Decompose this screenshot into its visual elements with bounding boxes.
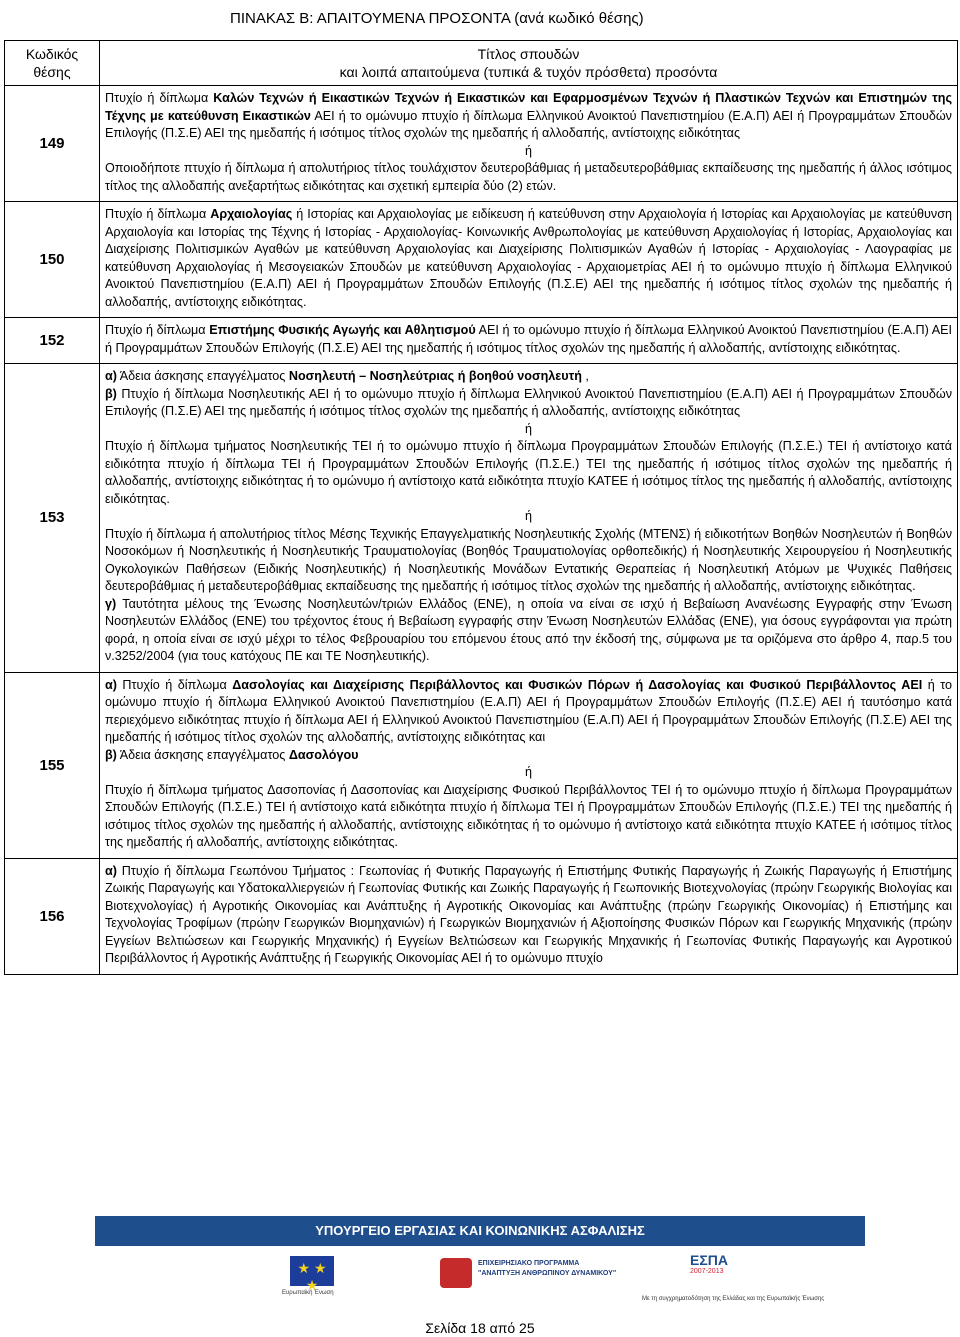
ep-line1: ΕΠΙΧΕΙΡΗΣΙΑΚΟ ΠΡΟΓΡΑΜΜΑ: [478, 1260, 580, 1267]
header-code: [5, 41, 100, 86]
page-number: Σελίδα 18 από 25: [425, 1320, 535, 1336]
ep-logo: [440, 1258, 660, 1288]
espa-years: 2007-2013: [690, 1268, 724, 1275]
qualification-paragraph: Πτυχίο ή δίπλωμα τμήματος Νοσηλευτικής ΤΕΙ ή το ομώνυμο πτυχίο ή δίπλωμα Προγραμμάτων Σπουδών Επιλογής (Π.Σ.Ε.) ΤΕΙ ή αντίστοιχο κατά ειδικότητα πτυχίο ή δίπλωμα ΤΕΙ ή Προγραμμάτων Σπουδών Επιλογής (Π.Σ.Ε.) ΤΕΙ της ημεδαπής ή ισότιμος τίτλος σχολών της ημεδαπής ή αλλοδαπής, αντίστοιχης ειδικότητας ή το ομώνυμο ή αντίστοιχο κατά ειδικότητα πτυχίο ΚΑΤΕΕ ή ισότιμος τίτλος της ημεδαπής ή αλλοδαπής, αντίστοιχης ειδικότητας.: [105, 439, 952, 506]
eu-flag-icon: ★ ★ ★: [290, 1256, 334, 1286]
position-code: 152: [5, 318, 100, 364]
table-row: [5, 672, 958, 858]
qualification-paragraph: β) Πτυχίο ή δίπλωμα Νοσηλευτικής ΑΕΙ ή το ομώνυμο πτυχίο ή δίπλωμα Ελληνικού Ανοικτού Πανεπιστημίου (Ε.Α.Π) ΑΕΙ ή Προγραμμάτων Σπουδών Επιλογής (Π.Σ.Ε) ΑΕΙ της ημεδαπής ή ισότιμος τίτλος σχολών της ημεδαπής ή αλλοδαπής, αντίστοιχης ειδικότητας: [105, 386, 952, 418]
table-row: [5, 202, 958, 318]
qualifications-table: [4, 40, 958, 975]
qualification-text: [100, 318, 958, 364]
qualification-text: [100, 202, 958, 318]
ep-logo-icon: [440, 1258, 472, 1288]
qualification-paragraph: α) Άδεια άσκησης επαγγέλματος Νοσηλευτή – Νοσηλεύτριας ή βοηθού νοσηλευτή ,: [105, 369, 589, 383]
espa-word: ΕΣΠΑ: [690, 1252, 728, 1268]
qualification-paragraph: Οποιοδήποτε πτυχίο ή δίπλωμα ή απολυτήριος τίτλος τουλάχιστον δευτεροβάθμιας ή μεταδευτεροβάθμιας εκπαίδευσης της ημεδαπής ή άλλος ισότιμος τίτλος της αλλοδαπής ανεξαρτήτως ειδικότητας και σχετική εμπειρία δύο (2) ετών.: [105, 161, 952, 193]
table-row: [5, 86, 958, 202]
position-code: 156: [5, 858, 100, 974]
table-row: [5, 318, 958, 364]
or-separator: ή: [524, 143, 532, 158]
qualification-paragraph: Πτυχίο ή δίπλωμα ή απολυτήριος τίτλος Μέσης Τεχνικής Επαγγελματικής Νοσηλευτικής Σχολής (ΜΤΕΝΣ) ή ειδικοτήτων Βοηθών Νοσηλευτών ή Βοηθών Νοσοκόμων ή Νοσηλευτικής ή Νοσηλευτικής Τραυματιολογίας (Βοηθός Τραυματιολογίας ορθοπεδικής) ή Νοσηλευτικής Χειρουργείου ή Νοσηλευτικής Ογκολογικών Παθήσεων (Ειδικής Νοσηλευτικής) ή Νοσηλευτικής Μονάδων Εντατικής Θεραπείας ή Νοσηλευτική Ατόμων με Ψυχικές Παθήσεις δευτεροβάθμιας ή μεταδευτεροβάθμιας εκπαίδευσης της ημεδαπής ή ισότιμος τίτλος σχολών της ημεδαπής ή αλλοδαπής, αντίστοιχης ειδικότητας.: [105, 526, 952, 593]
table-row: [5, 364, 958, 673]
position-code: 155: [5, 672, 100, 858]
page-title-row: [0, 10, 960, 32]
qualification-text: [100, 672, 958, 858]
page-title: ΠΙΝΑΚΑΣ Β: ΑΠΑΙΤΟΥΜΕΝΑ ΠΡΟΣΟΝΤΑ (ανά κωδικό θέσης): [230, 10, 644, 27]
qualification-paragraph: Πτυχίο ή δίπλωμα Αρχαιολογίας ή Ιστορίας και Αρχαιολογίας με ειδίκευση ή κατεύθυνση στην Αρχαιολογία ή Ιστορίας και Αρχαιολογίας με κατεύθυνση Αρχαιολογία και Ιστορίας της Τέχνης ή Ιστορίας - Αρχαιολογίας- Κοινωνικής Ανθρωπολογίας με κατεύθυνση Αρχαιολογίας ή Ιστορίας, Αρχαιολογίας και Διαχείρισης Πολιτισμικών Αγαθών με κατεύθυνση Αρχαιολογίας και Διαχείρισης Πολιτισμικών Αγαθών ή Ιστορίας - Αρχαιολογίας - Λαογραφίας με κατεύθυνση Αρχαιολογίας ή Μεσογειακών Σπουδών με κατεύθυνση Αρχαιολογίας - Αρχαιομετρίας ΑΕΙ ή το ομώνυμο πτυχίο ή δίπλωμα Ελληνικού Ανοικτού Πανεπιστημίου (Ε.Α.Π) ΑΕΙ ή Προγραμμάτων Σπουδών Επιλογής (Π.Σ.Ε) ΑΕΙ της ημεδαπής ή ισότιμος τίτλος σχολών της ημεδαπής ή αλλοδαπής, αντίστοιχης ειδικότητας.: [105, 207, 953, 309]
qualification-paragraph: β) Άδεια άσκησης επαγγέλματος Δασολόγου: [105, 747, 359, 762]
header-code-line2: θέσης: [33, 64, 71, 80]
header-title: [100, 41, 958, 86]
or-separator: ή: [524, 765, 532, 779]
qualification-text: [100, 858, 958, 974]
espa-logo: [690, 1252, 760, 1292]
table-row: [5, 858, 958, 974]
qualification-paragraph: α) Πτυχίο ή δίπλωμα Γεωπόνου Τμήματος : Γεωπονίας ή Φυτικής Παραγωγής ή Επιστήμης Φυτικής Παραγωγής ή Ζωικής Παραγωγής ή Επιστήμης Ζωικής Παραγωγής και Υδατοκαλλιεργειών ή Γεωπονίας Φυτικής και Ζωικής Παραγωγής ή Γεωπονικής Βιοτεχνολογίας (πρώην Γεωργικής Βιολογίας και Βιοτεχνολογίας) ή Αγροτικής Οικονομίας και Ανάπτυξης ή Αγροτικής Οικονομίας και Ανάπτυξης (πρώην Γεωργικής Οικονομίας) ή Επιστήμης και Τεχνολογίας Τροφίμων (πρώην Γεωργικών Βιομηχανιών) ή Γεωργικών Βιομηχανιών ή Αξιοποίησης Φυσικών Πόρων και Γεωργικής Μηχανικής (πρώην Εγγείων Βελτιώσεων και Γεωργικής Μηχανικής) ή Εγγείων Βελτιώσεων και Γεωργικής Μηχανικής ή Γεωπονίας Φυτικής Παραγωγής και Αγροτικού Περιβάλλοντος ή Αγροτικής Ανάπτυξης ή Γεωργικής Οικονομίας ΑΕΙ ή το ομώνυμο πτυχίο: [105, 863, 952, 965]
qualification-paragraph: γ) Ταυτότητα μέλους της Ένωσης Νοσηλευτών/τριών Ελλάδος (ΕΝΕ), η οποία να είναι σε ισχύ ή Βεβαίωση Ανανέωσης Εγγραφής στην Ένωση Νοσηλευτών Ελλάδος (ΕΝΕ) του τρέχοντος έτους ή Βεβαίωση εγγραφής στην Ένωση Νοσηλευτών Ελλάδας (ΕΝΕ), για όσους εγγράφονται για πρώτη φορά, η οποία είναι σε ισχύ μέχρι το τέλος Φεβρουαρίου του επόμενου έτους από την έκδοσή της, σύμφωνα με τα οριζόμενα στο άρθρο 4, παρ.5 του ν.3252/2004 (για τους κατόχους ΠΕ και ΤΕ Νοσηλευτικής).: [105, 596, 952, 663]
qualification-text: [100, 364, 958, 673]
qualification-paragraph: α) Πτυχίο ή δίπλωμα Δασολογίας και Διαχείρισης Περιβάλλοντος και Φυσικών Πόρων ή Δασολογίας και Φυσικού Περιβάλλοντος ΑΕΙ ή το ομώνυμο πτυχίο ή δίπλωμα Ελληνικού Ανοικτού Πανεπιστημίου (Ε.Α.Π) ΑΕΙ ή Προγραμμάτων Σπουδών Επιλογής (Π.Σ.Ε) ΑΕΙ ή ταυτόσημο κατά περιεχόμενο ειδικότητας πτυχίο ή δίπλωμα ΑΕΙ ή Ελληνικού Ανοικτού Πανεπιστημίου (Ε.Α.Π) ΑΕΙ ή Προγραμμάτων Σπουδών Επιλογής (Π.Σ.Ε) ΑΕΙ της ημεδαπής ή ισότιμος τίτλος σχολών της αλλοδαπής, αντίστοιχης ειδικότητας και: [105, 677, 953, 744]
qualification-paragraph: Πτυχίο ή δίπλωμα τμήματος Δασοπονίας ή Δασοπονίας και Διαχείρισης Φυσικού Περιβάλλοντος ΤΕΙ ή το ομώνυμο πτυχίο ή δίπλωμα Προγραμμάτων Σπουδών Επιλογής (Π.Σ.Ε.) ΤΕΙ ή αντίστοιχο κατά ειδικότητα πτυχίο ή δίπλωμα ΤΕΙ ή Προγραμμάτων Σπουδών Επιλογής (Π.Σ.Ε.) ΤΕΙ της ημεδαπής ή ισότιμος τίτλος σχολών της ημεδαπής ή αλλοδαπής, αντίστοιχης ειδικότητας ή το ομώνυμο ή αντίστοιχο κατά ειδικότητα πτυχίο ΚΑΤΕΕ ή ισότιμος τίτλος της ημεδαπής ή αλλοδαπής, αντίστοιχης ειδικότητας.: [105, 782, 952, 849]
position-code: 149: [5, 86, 100, 202]
header-title-line1: Τίτλος σπουδών: [477, 46, 580, 62]
position-code: 153: [5, 364, 100, 673]
espa-caption: Με τη συγχρηματοδότηση της Ελλάδας και της Ευρωπαϊκής Ένωσης: [642, 1296, 825, 1302]
table-header-row: [5, 41, 958, 86]
ep-line2: "ΑΝΑΠΤΥΞΗ ΑΝΘΡΩΠΙΝΟΥ ΔΥΝΑΜΙΚΟΥ": [478, 1270, 617, 1277]
qualification-text: [100, 86, 958, 202]
eu-caption: Ευρωπαϊκή Ένωση: [282, 1290, 334, 1296]
header-title-line2: και λοιπά απαιτούμενα (τυπικά & τυχόν πρόσθετα) προσόντα: [339, 64, 718, 80]
ministry-bar: ΥΠΟΥΡΓΕΙΟ ΕΡΓΑΣΙΑΣ ΚΑΙ ΚΟΙΝΩΝΙΚΗΣ ΑΣΦΑΛΙΣΗΣ: [95, 1216, 865, 1246]
or-separator: ή: [524, 509, 532, 523]
qualification-paragraph: Πτυχίο ή δίπλωμα Καλών Τεχνών ή Εικαστικών Τεχνών ή Εικαστικών και Εφαρμοσμένων Τεχνών ή Πλαστικών Τεχνών και Επιστημών της Τέχνης με κατεύθυνση Εικαστικών ΑΕΙ ή το ομώνυμο πτυχίο ή δίπλωμα Ελληνικού Ανοικτού Πανεπιστημίου (Ε.Α.Π) ΑΕΙ ή Προγραμμάτων Σπουδών Επιλογής (Π.Σ.Ε) ΑΕΙ της ημεδαπής ή ισότιμος τίτλος σχολών της ημεδαπής ή αλλοδαπής, αντίστοιχης ειδικότητας: [105, 91, 953, 140]
position-code: 150: [5, 202, 100, 318]
qualification-paragraph: Πτυχίο ή δίπλωμα Επιστήμης Φυσικής Αγωγής και Αθλητισμού ΑΕΙ ή το ομώνυμο πτυχίο ή δίπλωμα Ελληνικού Ανοικτού Πανεπιστημίου (Ε.Α.Π) ΑΕΙ ή Προγραμμάτων Σπουδών Επιλογής (Π.Σ.Ε) ΑΕΙ της ημεδαπής ή ισότιμος τίτλος σχολών της ημεδαπής ή αλλοδαπής, αντίστοιχης ειδικότητας.: [105, 323, 953, 355]
table-body: [5, 86, 958, 975]
header-code-line1: Κωδικός: [25, 46, 79, 62]
or-separator: ή: [524, 421, 532, 436]
